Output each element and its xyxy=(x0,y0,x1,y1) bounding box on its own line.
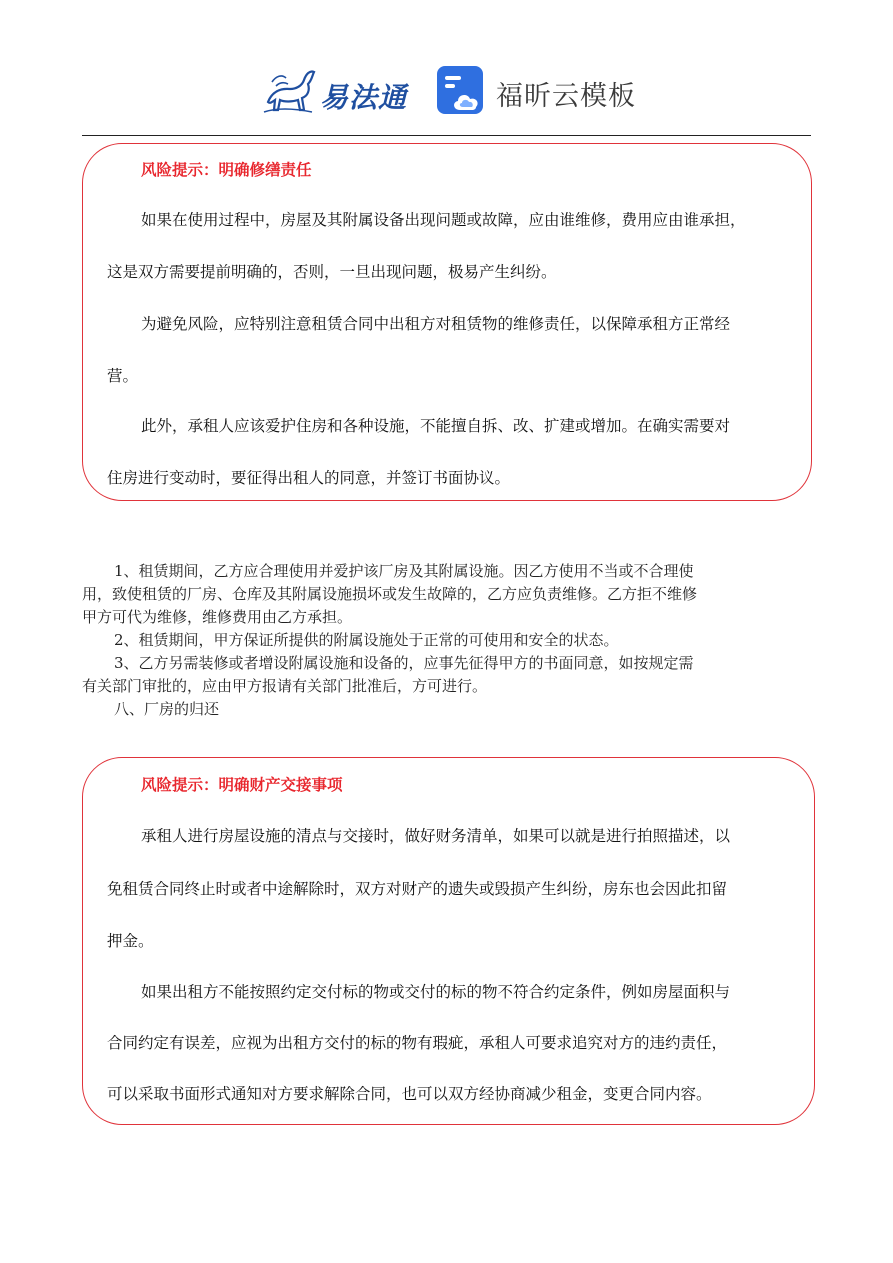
section-heading: 八、厂房的归还 xyxy=(114,700,220,718)
risk-notice-line: 营。 xyxy=(107,367,139,385)
contract-clauses xyxy=(82,560,812,730)
risk-notice-line: 如果在使用过程中，房屋及其附属设备出现问题或故障，应由谁维修，费用应由谁承担， xyxy=(141,211,746,229)
risk-notice-box xyxy=(82,143,812,501)
risk-notice-line: 如果出租方不能按照约定交付标的物或交付的标的物不符合约定条件，例如房屋面积与 xyxy=(141,983,731,1001)
risk-notice-line: 住房进行变动时，要征得出租人的同意，并签订书面协议。 xyxy=(107,469,511,487)
cloud-document-icon xyxy=(436,62,488,116)
risk-notice-line: 合同约定有误差，应视为出租方交付的标的物有瑕疵，承租人可要求追究对方的违约责任， xyxy=(107,1034,728,1052)
page-header xyxy=(0,58,893,126)
risk-notice-line: 此外，承租人应该爱护住房和各种设施，不能擅自拆、改、扩建或增加。在确实需要对 xyxy=(141,417,731,435)
horse-emblem-icon xyxy=(262,62,320,118)
risk-notice-line: 免租赁合同终止时或者中途解除时，双方对财产的遗失或毁损产生纠纷，房东也会因此扣留 xyxy=(107,880,728,898)
risk-notice-line: 可以采取书面形式通知对方要求解除合同，也可以双方经协商减少租金，变更合同内容。 xyxy=(107,1085,712,1103)
foxit-template-logo xyxy=(436,62,646,118)
header-divider xyxy=(82,135,811,136)
clause-line: 1、租赁期间，乙方应合理使用并爱护该厂房及其附属设施。因乙方使用不当或不合理使 xyxy=(114,562,694,580)
risk-notice-line: 这是双方需要提前明确的，否则，一旦出现问题，极易产生纠纷。 xyxy=(107,263,557,281)
risk-notice-line: 承租人进行房屋设施的清点与交接时，做好财务清单，如果可以就是进行拍照描述，以 xyxy=(141,827,731,845)
yifatong-logo xyxy=(262,62,422,118)
risk-notice-box xyxy=(82,757,815,1125)
clause-line: 甲方可代为维修，维修费用由乙方承担。 xyxy=(82,608,353,626)
clause-line: 3、乙方另需装修或者增设附属设施和设备的，应事先征得甲方的书面同意，如按规定需 xyxy=(114,654,694,672)
foxit-template-logo-text: 福昕云模板 xyxy=(496,81,636,112)
clause-line: 2、租赁期间，甲方保证所提供的附属设施处于正常的可使用和安全的状态。 xyxy=(114,631,619,649)
clause-line: 有关部门审批的，应由甲方报请有关部门批准后，方可进行。 xyxy=(82,677,488,695)
clause-line: 用，致使租赁的厂房、仓库及其附属设施损坏或发生故障的，乙方应负责维修。乙方拒不维修 xyxy=(82,585,698,603)
risk-notice-title: 风险提示：明确财产交接事项 xyxy=(141,776,343,794)
yifatong-logo-text: 易法通 xyxy=(320,81,408,114)
risk-notice-line: 为避免风险，应特别注意租赁合同中出租方对租赁物的维修责任，以保障承租方正常经 xyxy=(141,315,731,333)
risk-notice-line: 押金。 xyxy=(107,932,154,950)
risk-notice-title: 风险提示：明确修缮责任 xyxy=(141,161,312,179)
